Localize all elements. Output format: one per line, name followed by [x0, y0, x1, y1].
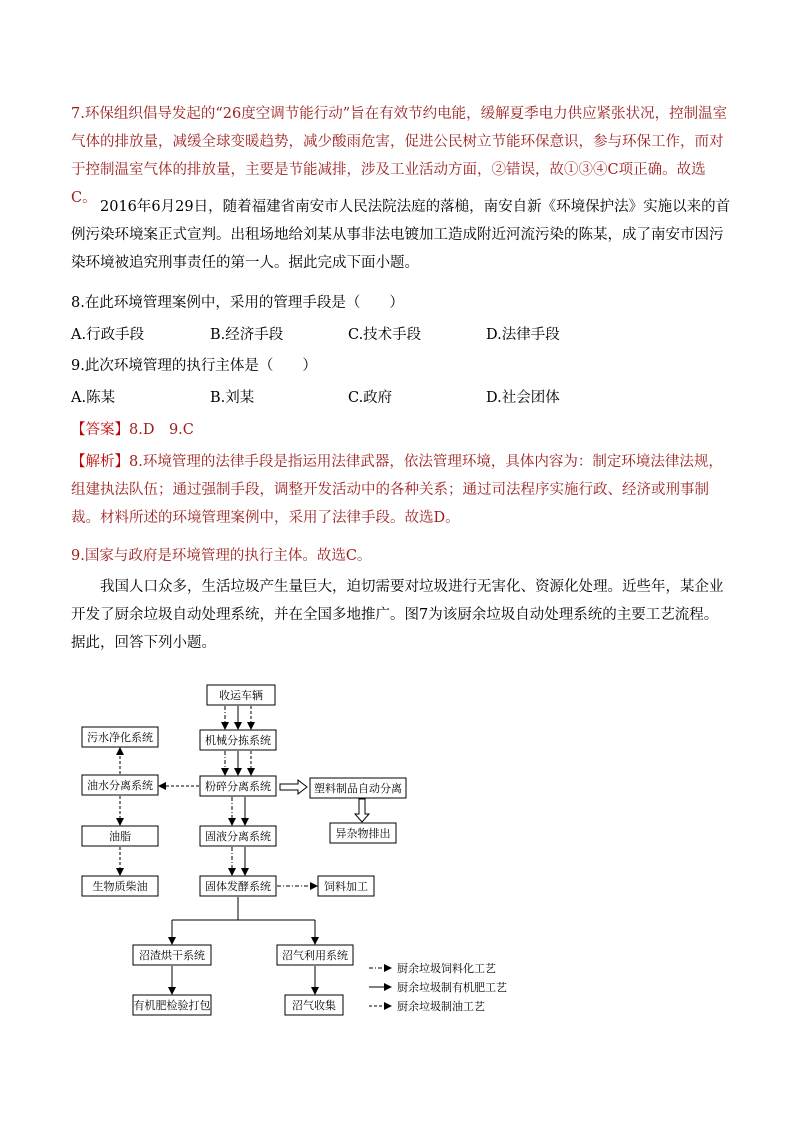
question-8-stem: 8.在此环境管理案例中，采用的管理手段是（ ）: [71, 295, 404, 311]
legend-fertilizer: 厨余垃圾制有机肥工艺: [397, 981, 507, 994]
node-solidliquid: 固液分离系统: [205, 830, 271, 843]
node-mech: 机械分拣系统: [205, 734, 271, 747]
analysis-9: 9.国家与政府是环境管理的执行主体。故选C。: [71, 548, 372, 564]
passage-1: 2016年6月29日，随着福建省南安市人民法院法庭的落槌，南安自新《环境保护法》实施以来的首例污染环境案正式宣判。出租场地给刘某从事非法电镀加工造成附近河流污染的陈某，成了南安市因污染环境被追究刑事责任的第一人。据此完成下面小题。: [71, 199, 731, 271]
node-crush: 粉碎分离系统: [205, 780, 271, 793]
q8-option-d: D.法律手段: [486, 327, 560, 343]
passage-2: 我国人口众多，生活垃圾产生量巨大，迫切需要对垃圾进行无害化、资源化处理。近些年，某企业开发了厨余垃圾自动处理系统，并在全国多地推广。图7为该厨余垃圾自动处理系统的主要工艺流程。据此，回答下列小题。: [71, 579, 724, 651]
q9-option-d: D.社会团体: [486, 390, 560, 406]
q8-option-b: B.经济手段: [210, 327, 284, 343]
node-sewage: 污水净化系统: [87, 731, 153, 744]
node-collect: 收运车辆: [219, 689, 263, 702]
q8-option-c: C.技术手段: [348, 327, 422, 343]
legend-oil: 厨余垃圾制油工艺: [397, 1000, 485, 1013]
node-biogascollect: 沼气收集: [292, 999, 336, 1012]
node-pack: 有机肥检验打包: [133, 999, 211, 1012]
legend-feed: 厨余垃圾饲料化工艺: [397, 962, 496, 975]
q7-explanation: 7.环保组织倡导发起的“26度空调节能行动”旨在有效节约电能，缓解夏季电力供应紧张状况，控制温室气体的排放量，减缓全球变暖趋势，减少酸雨危害，促进公民树立节能环保意识，参与环保工作，而对于控制温室气体的排放量，主要是节能减排，涉及工业活动方面，②错误，故①③④C项正确。故选C。: [71, 106, 728, 206]
q9-option-c: C.政府: [348, 390, 393, 406]
node-foreign: 异杂物排出: [335, 827, 391, 840]
node-ferment: 固体发酵系统: [205, 880, 271, 893]
analysis-8-text: 8.环境管理的法律手段是指运用法律武器，依法管理环境，具体内容为：制定环境法律法规，组建执法队伍；通过强制手段，调整开发活动中的各种关系；通过司法程序实施行政、经济或刑事制裁。材料所述的环境管理案例中，采用了法律手段。故选D。: [71, 454, 723, 526]
node-grease: 油脂: [109, 830, 131, 843]
node-feed: 饲料加工: [324, 880, 368, 893]
food-waste-process-diagram: [0, 670, 794, 1030]
node-oilwater: 油水分离系统: [87, 779, 153, 792]
answer-line: [71, 416, 731, 444]
node-dry: 沼渣烘干系统: [139, 949, 205, 962]
q9-option-b: B.刘某: [210, 390, 255, 406]
answer-tag: 【答案】: [71, 422, 129, 438]
q9-option-a: A.陈某: [71, 390, 116, 406]
node-plastic: 塑料制品自动分离: [314, 782, 402, 795]
answer-text: 8.D 9.C: [129, 422, 194, 438]
node-biodiesel: 生物质柴油: [92, 880, 148, 893]
analysis-8: [71, 448, 731, 532]
node-biogasuse: 沼气利用系统: [282, 949, 348, 962]
question-9-stem: 9.此次环境管理的执行主体是（ ）: [71, 358, 317, 374]
q8-option-a: A.行政手段: [71, 327, 145, 343]
analysis-tag: 【解析】: [71, 454, 129, 470]
